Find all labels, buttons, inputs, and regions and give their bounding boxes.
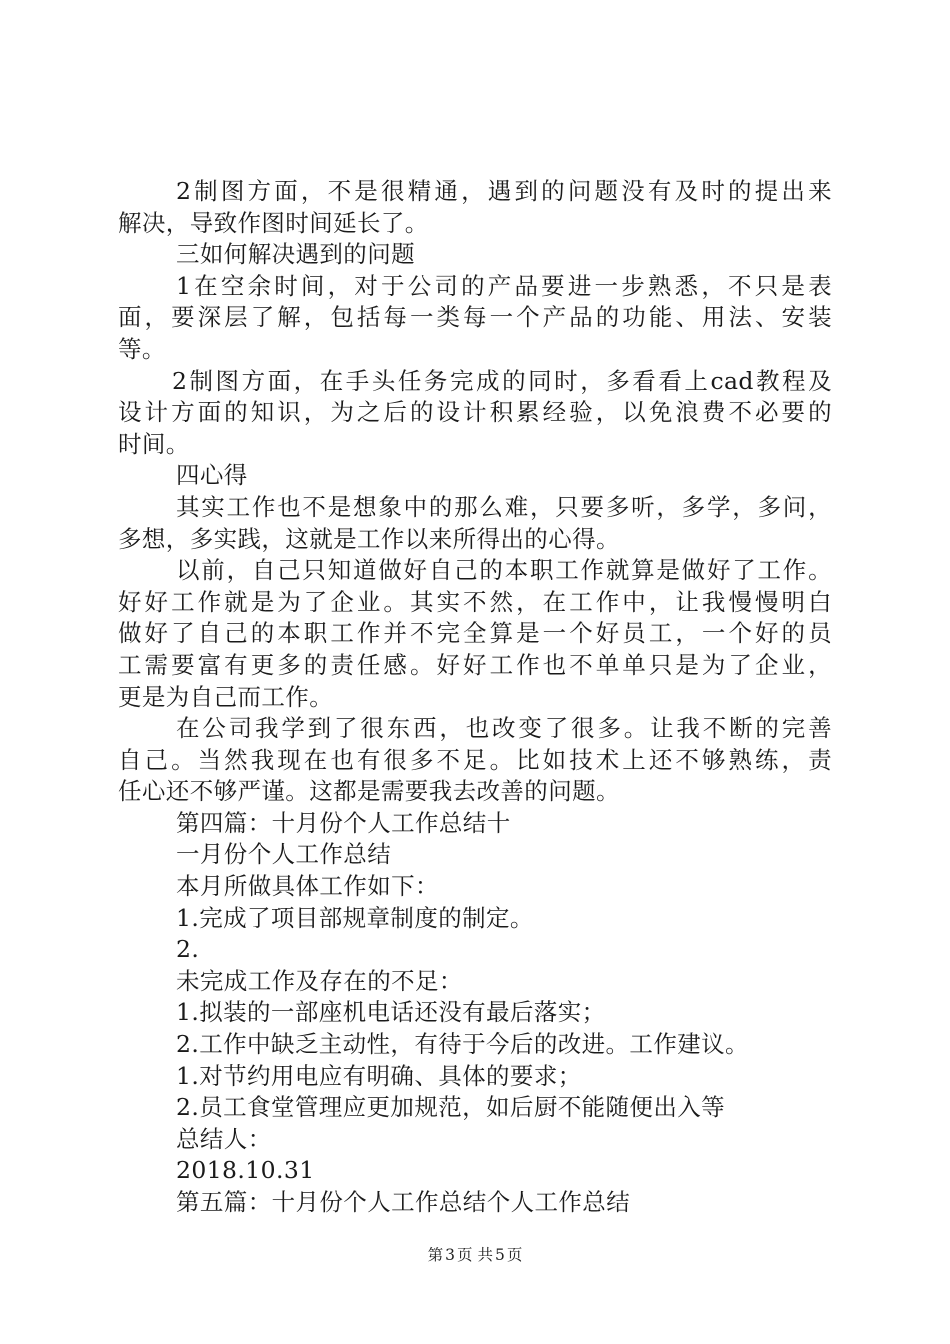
- text-line: 时间。: [118, 429, 190, 458]
- text-line: 2018.10.31: [176, 1156, 315, 1185]
- footer-total-pages: 5: [494, 1246, 505, 1264]
- text-line: 一月份个人工作总结: [176, 840, 392, 869]
- text-line: 总结人：: [176, 1124, 272, 1153]
- text-line: 2.: [176, 935, 200, 964]
- text-line: 解决，导致作图时间延长了。: [118, 208, 429, 237]
- text-line: 等。: [118, 334, 166, 363]
- text-line: 1在空余时间，对于公司的产品要进一步熟悉，不只是表: [176, 271, 832, 300]
- text-line: 面，要深层了解，包括每一类每一个产品的功能、用法、安装: [118, 303, 832, 332]
- footer-prefix: 第: [427, 1246, 444, 1264]
- text-line: 更是为自己而工作。: [118, 682, 334, 711]
- text-line: 2.工作中缺乏主动性，有待于今后的改进。工作建议。: [176, 1030, 749, 1059]
- text-line: 第五篇：十月份个人工作总结个人工作总结: [176, 1188, 631, 1216]
- text-line: 三如何解决遇到的问题: [176, 240, 415, 269]
- text-line: 本月所做具体工作如下：: [176, 872, 439, 901]
- page-footer: [0, 1245, 950, 1265]
- text-line: 其实工作也不是想象中的那么难，只要多听，多学，多问，: [176, 492, 832, 521]
- text-line: 以前，自己只知道做好自己的本职工作就算是做好了工作。: [176, 556, 832, 585]
- text-line: 在公司我学到了很东西，也改变了很多。让我不断的完善: [176, 714, 832, 743]
- text-line: 设计方面的知识，为之后的设计积累经验，以免浪费不必要的: [118, 398, 832, 427]
- text-line: 2.员工食堂管理应更加规范，如后厨不能随便出入等: [176, 1093, 726, 1122]
- footer-suffix: 页: [506, 1246, 523, 1264]
- text-line: 2制图方面，在手头任务完成的同时，多看看上cad教程及: [172, 366, 832, 395]
- text-line: 未完成工作及存在的不足：: [176, 966, 463, 995]
- text-line: 2制图方面，不是很精通，遇到的问题没有及时的提出来: [176, 177, 832, 205]
- footer-current-page: 3: [445, 1246, 456, 1264]
- text-line: 自己。当然我现在也有很多不足。比如技术上还不够熟练，责: [118, 745, 832, 774]
- text-line: 任心还不够严谨。这都是需要我去改善的问题。: [118, 777, 620, 806]
- text-line: 1.对节约用电应有明确、具体的要求；: [176, 1061, 582, 1090]
- text-line: 好好工作就是为了企业。其实不然，在工作中，让我慢慢明白: [118, 587, 832, 616]
- text-line: 多想，多实践，这就是工作以来所得出的心得。: [118, 524, 620, 553]
- text-line: 工需要富有更多的责任感。好好工作也不单单只是为了企业，: [118, 650, 832, 679]
- text-line: 1.拟装的一部座机电话还没有最后落实；: [176, 998, 606, 1027]
- text-line: 第四篇：十月份个人工作总结十: [176, 808, 511, 837]
- footer-mid: 页 共: [457, 1246, 493, 1264]
- document-body: [118, 176, 832, 1219]
- text-line: 四心得: [176, 461, 248, 490]
- text-line: 1.完成了项目部规章制度的制定。: [176, 903, 534, 932]
- text-line: 做好了自己的本职工作并不完全算是一个好员工，一个好的员: [118, 619, 832, 648]
